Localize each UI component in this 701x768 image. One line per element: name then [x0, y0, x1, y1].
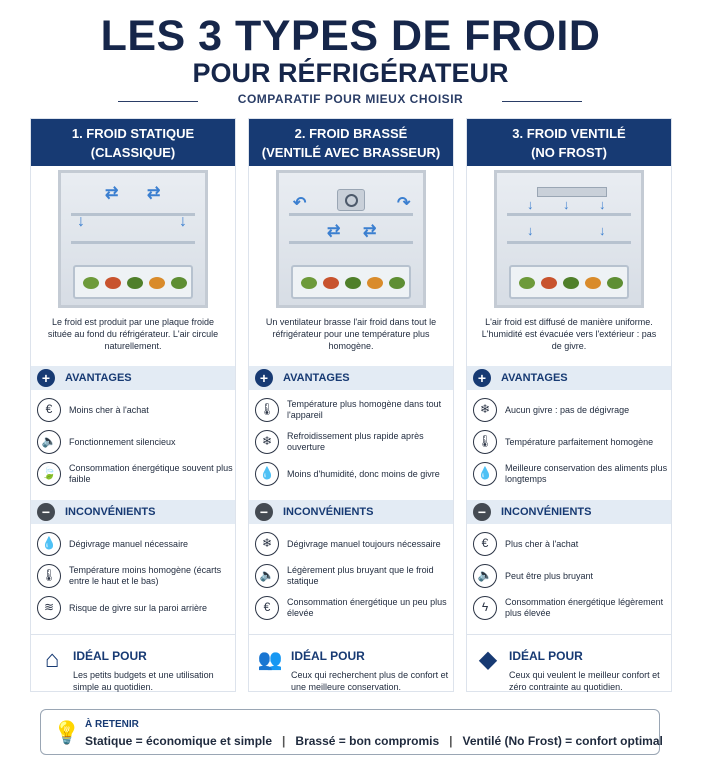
fridge-illustration: [58, 170, 208, 308]
tagline-divider-right: [502, 101, 582, 102]
ideal-for-title: IDÉAL POUR: [291, 649, 365, 663]
snowflake-icon: ❄: [255, 430, 279, 454]
column-subtitle: (VENTILÉ AVEC BRASSEUR): [261, 145, 441, 160]
people-icon: 👥: [257, 649, 283, 671]
item-text: Meilleure conservation des aliments plus longtemps: [505, 463, 668, 484]
list-item: [467, 560, 671, 592]
diamond-icon: ◆: [478, 646, 498, 673]
fan-blade-icon: [345, 194, 358, 207]
column-description: L'air froid est diffusé de manière uniforme. L'humidité est évacuée vers l'extérieur : pas de givre.: [481, 317, 657, 351]
airflow-arrow-icon: ⇄: [105, 185, 119, 202]
fridge-shelf: [289, 213, 413, 216]
vegetable-icon: [171, 277, 187, 289]
vegetable-icon: [519, 277, 535, 289]
column-ventile: [466, 118, 672, 692]
thermometer-icon: 🌡: [37, 564, 61, 588]
item-text: Fonctionnement silencieux: [69, 436, 176, 447]
advantages-list: [31, 390, 235, 500]
advantages-list: [249, 390, 453, 500]
list-item: [249, 592, 453, 624]
disadvantages-list: [467, 524, 671, 634]
disadvantages-header: [249, 500, 453, 524]
item-text: Dégivrage manuel nécessaire: [69, 538, 189, 549]
ideal-for-text: Les petits budgets et une utilisation simple au quotidien.: [73, 670, 214, 692]
fridge-shelf: [71, 241, 195, 244]
fridge-illustration: [494, 170, 644, 308]
ideal-for-box: [249, 634, 453, 706]
disadvantages-header: [467, 500, 671, 524]
airflow-arrow-icon: ↷: [397, 195, 411, 212]
item-text: Légèrement plus bruyant que le froid statique: [287, 565, 434, 586]
summary-title: À RETENIR: [85, 719, 139, 730]
list-item: [467, 458, 671, 490]
disadvantages-header: [31, 500, 235, 524]
speaker-icon: 🔈: [37, 430, 61, 454]
item-text: Plus cher à l'achat: [505, 538, 579, 549]
column-header: [31, 119, 235, 166]
plus-icon: +: [37, 369, 55, 387]
house-icon: ⌂: [44, 646, 60, 673]
minus-icon: −: [473, 503, 491, 521]
advantages-list: [467, 390, 671, 500]
list-item: [249, 528, 453, 560]
waves-icon: ≋: [37, 596, 61, 620]
disadvantages-label: INCONVÉNIENTS: [283, 506, 374, 518]
vegetable-icon: [563, 277, 579, 289]
vegetable-icon: [389, 277, 405, 289]
summary-line: [85, 734, 663, 748]
ideal-for-box: [467, 634, 671, 706]
airflow-arrow-icon: ↶: [293, 195, 307, 212]
list-item: [249, 560, 453, 592]
ideal-for-title: IDÉAL POUR: [73, 649, 147, 663]
snowflake-icon: ❄: [473, 398, 497, 422]
vegetable-icon: [127, 277, 143, 289]
list-item: [467, 528, 671, 560]
tagline-row: [0, 92, 701, 110]
column-header: [467, 119, 671, 166]
airflow-arrow-icon: ⇄: [147, 185, 161, 202]
advantages-header: [467, 366, 671, 390]
euro-icon: €: [37, 398, 61, 422]
air-vent-icon: [537, 187, 607, 197]
item-text: Moins cher à l'achat: [69, 404, 149, 415]
vegetable-icon: [541, 277, 557, 289]
disadvantages-list: [31, 524, 235, 634]
summary-ventile: Ventilé (No Frost) = confort optimal: [462, 734, 663, 748]
list-item: [31, 458, 235, 490]
lightning-icon: ϟ: [473, 596, 497, 620]
vegetable-icon: [83, 277, 99, 289]
ideal-for-title: IDÉAL POUR: [509, 649, 583, 663]
fridge-drawer: [509, 265, 629, 299]
main-title: LES 3 TYPES DE FROID: [100, 12, 601, 60]
column-title: 1. FROID STATIQUE: [71, 126, 195, 141]
item-text: Refroidissement plus rapide après ouverture: [287, 431, 424, 452]
vegetable-icon: [367, 277, 383, 289]
plus-icon: +: [473, 369, 491, 387]
fridge-drawer: [73, 265, 193, 299]
item-text: Température moins homogène (écarts entre le haut et le bas): [69, 565, 222, 586]
column-header: [249, 119, 453, 166]
airflow-arrow-icon: ⇄: [363, 223, 377, 240]
list-item: [467, 426, 671, 458]
fridge-shelf: [71, 213, 195, 216]
thermometer-icon: 🌡: [473, 430, 497, 454]
list-item: [249, 458, 453, 490]
item-text: Consommation énergétique un peu plus élevée: [287, 597, 447, 618]
vegetable-icon: [345, 277, 361, 289]
disadvantages-label: INCONVÉNIENTS: [501, 506, 592, 518]
item-text: Consommation énergétique souvent plus faible: [69, 463, 233, 484]
water-drop-icon: 💧: [255, 462, 279, 486]
water-drop-icon: 💧: [473, 462, 497, 486]
item-text: Consommation énergétique légèrement plus élevée: [505, 597, 664, 618]
airflow-arrow-icon: ↓: [563, 197, 570, 212]
speaker-icon: 🔈: [255, 564, 279, 588]
thermometer-icon: 🌡: [255, 398, 279, 422]
summary-brasse: Brassé = bon compromis: [295, 734, 440, 748]
list-item: [31, 560, 235, 592]
vegetable-icon: [301, 277, 317, 289]
list-item: [467, 394, 671, 426]
airflow-arrow-icon: ↓: [599, 223, 606, 238]
list-item: [249, 394, 453, 426]
speaker-icon: 🔈: [473, 564, 497, 588]
column-subtitle: (NO FROST): [531, 145, 607, 160]
leaf-icon: 🍃: [37, 462, 61, 486]
list-item: [249, 426, 453, 458]
vegetable-icon: [585, 277, 601, 289]
item-text: Température parfaitement homogène: [505, 436, 654, 447]
column-title: 2. FROID BRASSÉ: [294, 126, 408, 141]
column-description: Le froid est produit par une plaque froide située au fond du réfrigérateur. L'air circule naturellement.: [47, 317, 219, 351]
airflow-arrow-icon: ↓: [599, 197, 606, 212]
advantages-label: AVANTAGES: [283, 372, 350, 384]
item-text: Aucun givre : pas de dégivrage: [505, 404, 630, 415]
fridge-shelf: [507, 241, 631, 244]
vegetable-icon: [607, 277, 623, 289]
advantages-label: AVANTAGES: [501, 372, 568, 384]
fridge-drawer: [291, 265, 411, 299]
fan-icon: [337, 189, 365, 211]
plus-icon: +: [255, 369, 273, 387]
column-subtitle: (CLASSIQUE): [90, 145, 176, 160]
fridge-shelf: [289, 241, 413, 244]
minus-icon: −: [37, 503, 55, 521]
item-text: Moins d'humidité, donc moins de givre: [287, 468, 440, 479]
column-title: 3. FROID VENTILÉ: [512, 126, 626, 141]
ideal-for-text: Ceux qui veulent le meilleur confort et zéro contrainte au quotidien.: [509, 670, 660, 692]
euro-icon: €: [473, 532, 497, 556]
airflow-arrow-icon: ⇄: [327, 223, 341, 240]
fridge-shelf: [507, 213, 631, 216]
item-text: Température plus homogène dans tout l'appareil: [287, 399, 442, 420]
advantages-label: AVANTAGES: [65, 372, 132, 384]
summary-separator: |: [282, 734, 286, 748]
vegetable-icon: [323, 277, 339, 289]
list-item: [31, 592, 235, 624]
item-text: Dégivrage manuel toujours nécessaire: [287, 538, 441, 549]
column-brasse: [248, 118, 454, 692]
list-item: [31, 528, 235, 560]
airflow-arrow-icon: ↓: [77, 213, 85, 230]
disadvantages-label: INCONVÉNIENTS: [65, 506, 156, 518]
lightbulb-icon: 💡: [53, 720, 81, 745]
airflow-arrow-icon: ↓: [527, 197, 534, 212]
euro-icon: €: [255, 596, 279, 620]
advantages-header: [31, 366, 235, 390]
list-item: [31, 394, 235, 426]
ideal-for-box: [31, 634, 235, 706]
list-item: [467, 592, 671, 624]
list-item: [31, 426, 235, 458]
column-static: [30, 118, 236, 692]
snowflake-icon: ❄: [255, 532, 279, 556]
ideal-for-text: Ceux qui recherchent plus de confort et une meilleure conservation.: [291, 670, 449, 692]
vegetable-icon: [105, 277, 121, 289]
summary-box: [40, 709, 663, 755]
vegetable-icon: [149, 277, 165, 289]
fridge-illustration: [276, 170, 426, 308]
disadvantages-list: [249, 524, 453, 634]
airflow-arrow-icon: ↓: [179, 213, 187, 230]
airflow-arrow-icon: ↓: [527, 223, 534, 238]
item-text: Risque de givre sur la paroi arrière: [69, 602, 208, 613]
item-text: Peut être plus bruyant: [505, 570, 594, 581]
column-description: Un ventilateur brasse l'air froid dans tout le réfrigérateur pour une température plus homogène.: [265, 317, 437, 351]
summary-separator: |: [449, 734, 453, 748]
main-subtitle: POUR RÉFRIGÉRATEUR: [192, 58, 509, 88]
water-drop-icon: 💧: [37, 532, 61, 556]
advantages-header: [249, 366, 453, 390]
summary-static: Statique = économique et simple: [85, 734, 273, 748]
minus-icon: −: [255, 503, 273, 521]
tagline: COMPARATIF POUR MIEUX CHOISIR: [237, 92, 464, 106]
